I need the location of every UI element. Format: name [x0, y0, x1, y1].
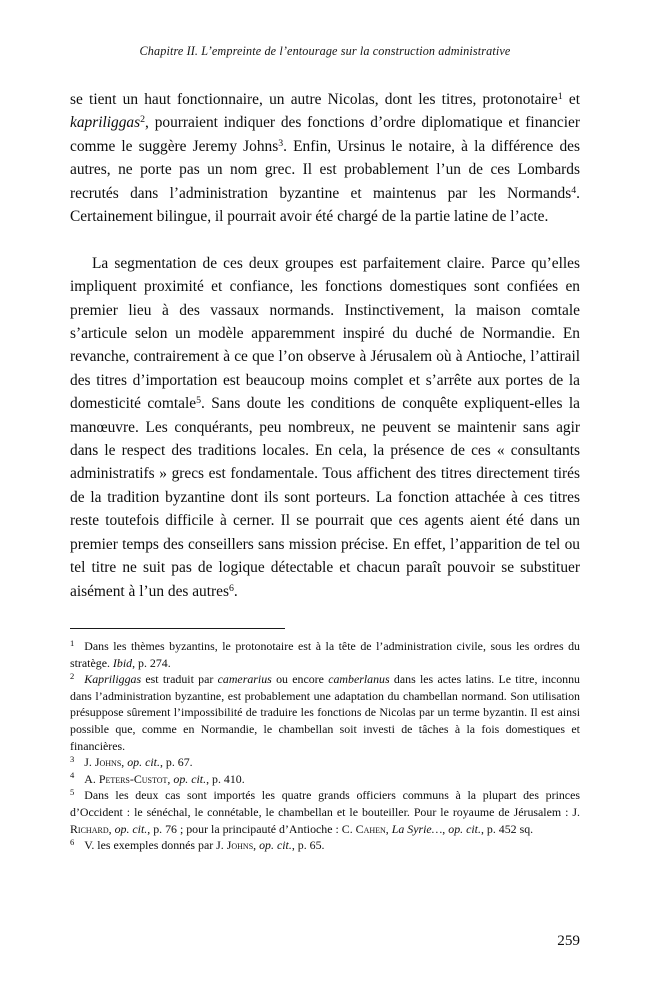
paragraph-2: La segmentation de ces deux groupes est parfaitement claire. Parce qu’elles impliquent proximité et confiance, les fonctions domestiques sont confiées en premier lieu à des vassaux normands. Instinctivement, la maison comtale s’articule selon un modèle apparemment inspiré du duché de Normandie. En revanche, contrairement à ce que l’on observe à Jérusalem où à Antioche, l’attirail des titres d’importation est beaucoup moins complet et s’arrête aux portes de la domesticité comtale$^5$. Sans doute les conditions de conquête expliquent-elles la manœuvre. Les conquérants, peu nombreux, ne peuvent se maintenir sans agir dans le respect des traditions locales. En cela, la présence de ces « consultants administratifs » grecs est fondamentale. Tous affichent des titres directement tirés de la tradition byzantine dont ils sont porteurs. La fonction attachée à ces titres reste toutefois difficile à cerner. Il se pourrait que ces agents aient été dans un premier temps des conseillers sans mission précise. En effet, l’apparition de tel ou tel titre ne suit pas de logique détectable et chacun paraît pouvoir se substituer aisément à l’un des autres$^6$. [70, 254, 580, 600]
italic-text: op. cit. [127, 755, 160, 770]
footnote-marker: 2 [70, 670, 75, 681]
footnote-separator-rule [70, 628, 285, 629]
running-head: Chapitre II. L’empreinte de l’entourage sur la construction administrative [139, 44, 511, 58]
italic-text: camerarius [217, 672, 272, 687]
footnote-reference[interactable]: 6 [228, 582, 234, 594]
footnote-marker: 1 [70, 637, 75, 648]
italic-text: Kapriliggas [84, 672, 142, 687]
footnote-2: $^2$ Kapriliggas est traduit par camerarius ou encore camberlanus dans les actes latins. Le titre, inconnu dans l’administration byzantine, est probablement une adaptation du chambellan normand. Son utilisation présuppose sûrement l’impossibilité de traduire les fonctions de Nicolas par un terme byzantin. Il est ainsi possible que, comme en Normandie, le chambellan soit investi de tâches à la fois domestiques et financières. [70, 670, 580, 753]
italic-text: kapriliggas [70, 114, 141, 132]
footnote-area [70, 628, 580, 854]
footnote-3: $^3$ J. Johns, op. cit., p. 67. [70, 753, 193, 770]
footnote-reference[interactable]: 2 [140, 114, 146, 126]
italic-text: op. cit. [259, 838, 292, 853]
footnote-5: $^5$ Dans les deux cas sont importés les quatre grands officiers communs à la plupart des princes d’Occident : le sénéchal, le connétable, le chambellan et le bouteiller. Pour le royaume de Jérusalem : J. Richard, op. cit., p. 76 ; pour la principauté d’Antioche : C. Cahen, La Syrie…, op. cit., p. 452 sq. [70, 787, 580, 836]
footnote-reference[interactable]: 4 [571, 184, 577, 196]
italic-text: La Syrie… [391, 821, 443, 836]
footnote-reference[interactable]: 5 [196, 395, 201, 407]
footnote-6: $^6$ V. les exemples donnés par J. Johns, op. cit., p. 65. [70, 836, 325, 853]
small-caps-name: Peters-Custot [98, 771, 168, 786]
italic-text: camberlanus [328, 672, 390, 687]
footnote-4: $^4$ A. Peters-Custot, op. cit., p. 410. [70, 770, 245, 786]
italic-text: op. cit. [114, 821, 148, 836]
small-caps-name: Johns [226, 838, 254, 853]
footnote-marker: 5 [70, 787, 75, 798]
small-caps-name: Cahen [355, 821, 386, 836]
footnote-reference[interactable]: 3 [278, 137, 284, 149]
footnote-marker: 4 [70, 770, 75, 781]
footnote-1: $^1$ Dans les thèmes byzantins, le protonotaire est à la tête de l’administration civile, sous les ordres du stratège. Ibid, p. 274. [70, 637, 580, 670]
italic-text: op. cit. [448, 821, 481, 836]
footnote-reference[interactable]: 1 [557, 90, 563, 102]
body-text-block [70, 88, 580, 603]
footnote-marker: 3 [70, 753, 75, 764]
footnote-list [70, 638, 580, 854]
page-number: 259 [557, 932, 580, 949]
italic-text: Ibid [112, 655, 133, 670]
small-caps-name: Johns [94, 755, 122, 770]
paragraph-1: se tient un haut fonctionnaire, un autre Nicolas, dont les titres, protonotaire$^1$ et kapriliggas$^2$, pourraient indiquer des fonctions d’ordre diplomatique et financier comme le suggère Jeremy Johns$^3$. Enfin, Ursinus le notaire, à la différence des autres, ne porte pas un nom grec. Il est probablement l’un de ces Lombards recrutés dans l’administration byzantine et maintenus par les Normands$^4$. Certainement bilingue, il pourrait avoir été chargé de la partie latine de l’acte. [70, 90, 580, 226]
small-caps-name: Richard [70, 821, 109, 836]
footnote-marker: 6 [70, 836, 75, 847]
italic-text: op. cit. [173, 771, 207, 786]
